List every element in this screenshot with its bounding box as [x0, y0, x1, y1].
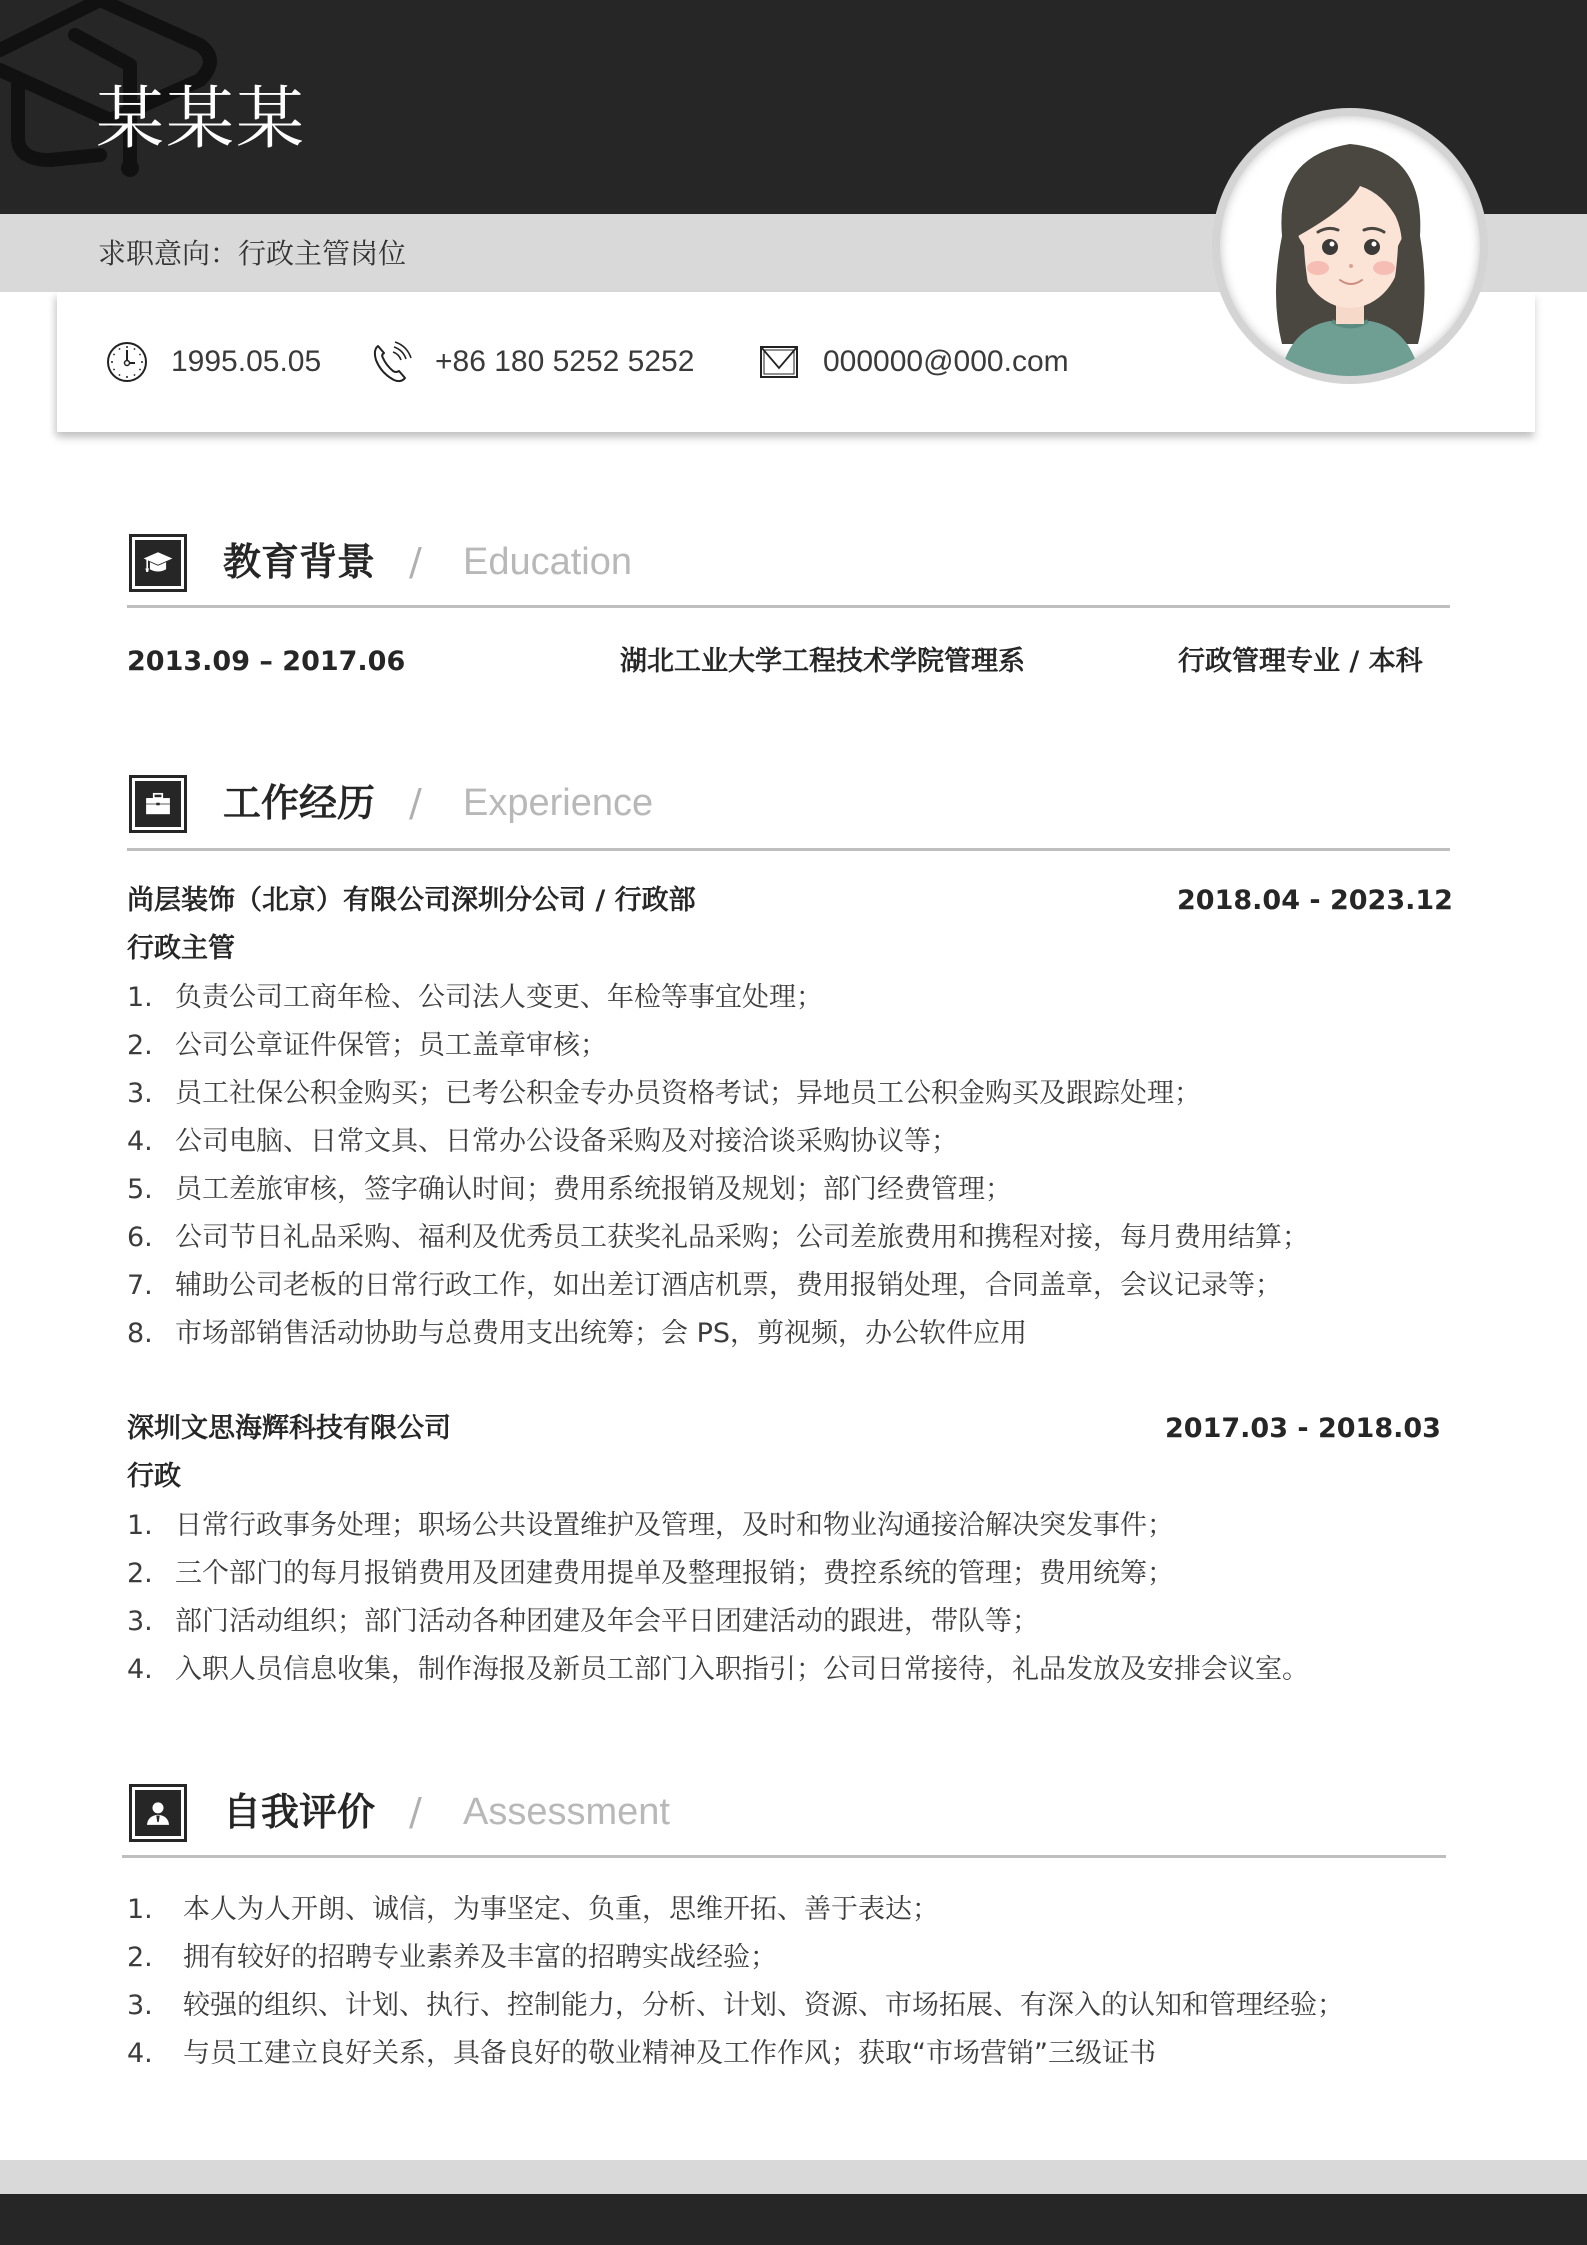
mail-icon [757, 340, 801, 384]
experience-section-icon [129, 775, 187, 833]
clock-icon [105, 340, 149, 384]
experience-rule [127, 848, 1450, 851]
job-role: 行政主管 [127, 933, 235, 964]
education-period: 2013.09 – 2017.06 [127, 646, 406, 677]
section-title: 教育背景 [223, 540, 376, 584]
avatar-illustration [1220, 116, 1480, 376]
education-rule [127, 605, 1450, 608]
education-major: 行政管理专业 / 本科 [1178, 646, 1423, 677]
job-company: 尚层装饰（北京）有限公司深圳分公司 / 行政部 [127, 885, 696, 916]
contact-email [757, 340, 1069, 384]
job-period: 2018.04 - 2023.12 [1177, 885, 1453, 916]
email-value[interactable]: 000000@000.com [823, 345, 1069, 378]
experience-section-header [127, 763, 1450, 833]
list-item: 6. 公司节日礼品采购、福利及优秀员工获奖礼品采购；公司差旅费用和携程对接，每月费用结算； [127, 1222, 1309, 1253]
job-company: 深圳文思海辉科技有限公司 [127, 1413, 451, 1444]
education-school: 湖北工业大学工程技术学院管理系 [620, 646, 1025, 677]
list-item: 2. 公司公章证件保管；员工盖章审核； [127, 1030, 607, 1061]
section-title: 工作经历 [223, 781, 376, 825]
list-item: 2. 拥有较好的招聘专业素养及丰富的招聘实战经验； [127, 1942, 777, 1973]
section-divider-slash: / [409, 540, 422, 584]
list-item: 7. 辅助公司老板的日常行政工作，如出差订酒店机票，费用报销处理，合同盖章，会议记录等； [127, 1270, 1282, 1301]
job-period: 2017.03 - 2018.03 [1165, 1413, 1441, 1444]
phone-icon [369, 340, 413, 384]
job-role: 行政 [127, 1461, 181, 1492]
list-item: 2. 三个部门的每月报销费用及团建费用提单及整理报销；费控系统的管理；费用统筹； [127, 1558, 1174, 1589]
section-divider-slash: / [409, 1790, 422, 1834]
briefcase-icon [141, 787, 175, 821]
phone-value[interactable]: +86 180 5252 5252 [435, 345, 695, 378]
assessment-list [127, 1886, 1344, 2078]
section-title-en: Assessment [463, 1791, 670, 1833]
list-item: 1. 日常行政事务处理；职场公共设置维护及管理，及时和物业沟通接洽解决突发事件； [127, 1510, 1174, 1541]
list-item: 1. 本人为人开朗、诚信，为事坚定、负重，思维开拓、善于表达； [127, 1894, 939, 1925]
birthday-value: 1995.05.05 [171, 345, 322, 378]
section-title-en: Education [463, 541, 633, 583]
assessment-section-icon [129, 1784, 187, 1842]
job-intent: 求职意向：行政主管岗位 [98, 237, 407, 270]
footer-band [0, 2160, 1587, 2194]
list-item: 3. 较强的组织、计划、执行、控制能力，分析、计划、资源、市场拓展、有深入的认知和管理经验； [127, 1990, 1344, 2021]
list-item: 4. 与员工建立良好关系，具备良好的敬业精神及工作作风；获取“市场营销”三级证书 [127, 2038, 1156, 2069]
person-icon [141, 1796, 175, 1830]
job-duties-list [127, 974, 1309, 1358]
assessment-section-header [127, 1772, 1450, 1842]
job-duties-list [127, 1502, 1309, 1694]
contact-birthday [105, 340, 321, 384]
list-item: 3. 员工社保公积金购买；已考公积金专办员资格考试；异地员工公积金购买及跟踪处理； [127, 1078, 1201, 1109]
list-item: 4. 入职人员信息收集，制作海报及新员工部门入职指引；公司日常接待，礼品发放及安排会议室。 [127, 1654, 1309, 1685]
education-section-header [127, 522, 1450, 592]
section-title-en: Experience [463, 782, 654, 824]
list-item: 5. 员工差旅审核，签字确认时间；费用系统报销及规划；部门经费管理； [127, 1174, 1012, 1205]
candidate-name: 某某某 [96, 80, 307, 159]
list-item: 8. 市场部销售活动协助与总费用支出统筹；会 PS，剪视频，办公软件应用 [127, 1318, 1028, 1349]
avatar [1220, 116, 1480, 376]
section-title: 自我评价 [223, 1790, 376, 1834]
list-item: 1. 负责公司工商年检、公司法人变更、年检等事宜处理； [127, 982, 823, 1013]
section-divider-slash: / [409, 781, 422, 825]
graduation-cap-icon [140, 545, 176, 581]
footer-bar [0, 2194, 1587, 2245]
list-item: 3. 部门活动组织；部门活动各种团建及年会平日团建活动的跟进，带队等； [127, 1606, 1039, 1637]
contact-phone [369, 340, 694, 384]
assessment-rule [122, 1855, 1446, 1858]
education-section-icon [129, 534, 187, 592]
list-item: 4. 公司电脑、日常文具、日常办公设备采购及对接洽谈采购协议等； [127, 1126, 958, 1157]
